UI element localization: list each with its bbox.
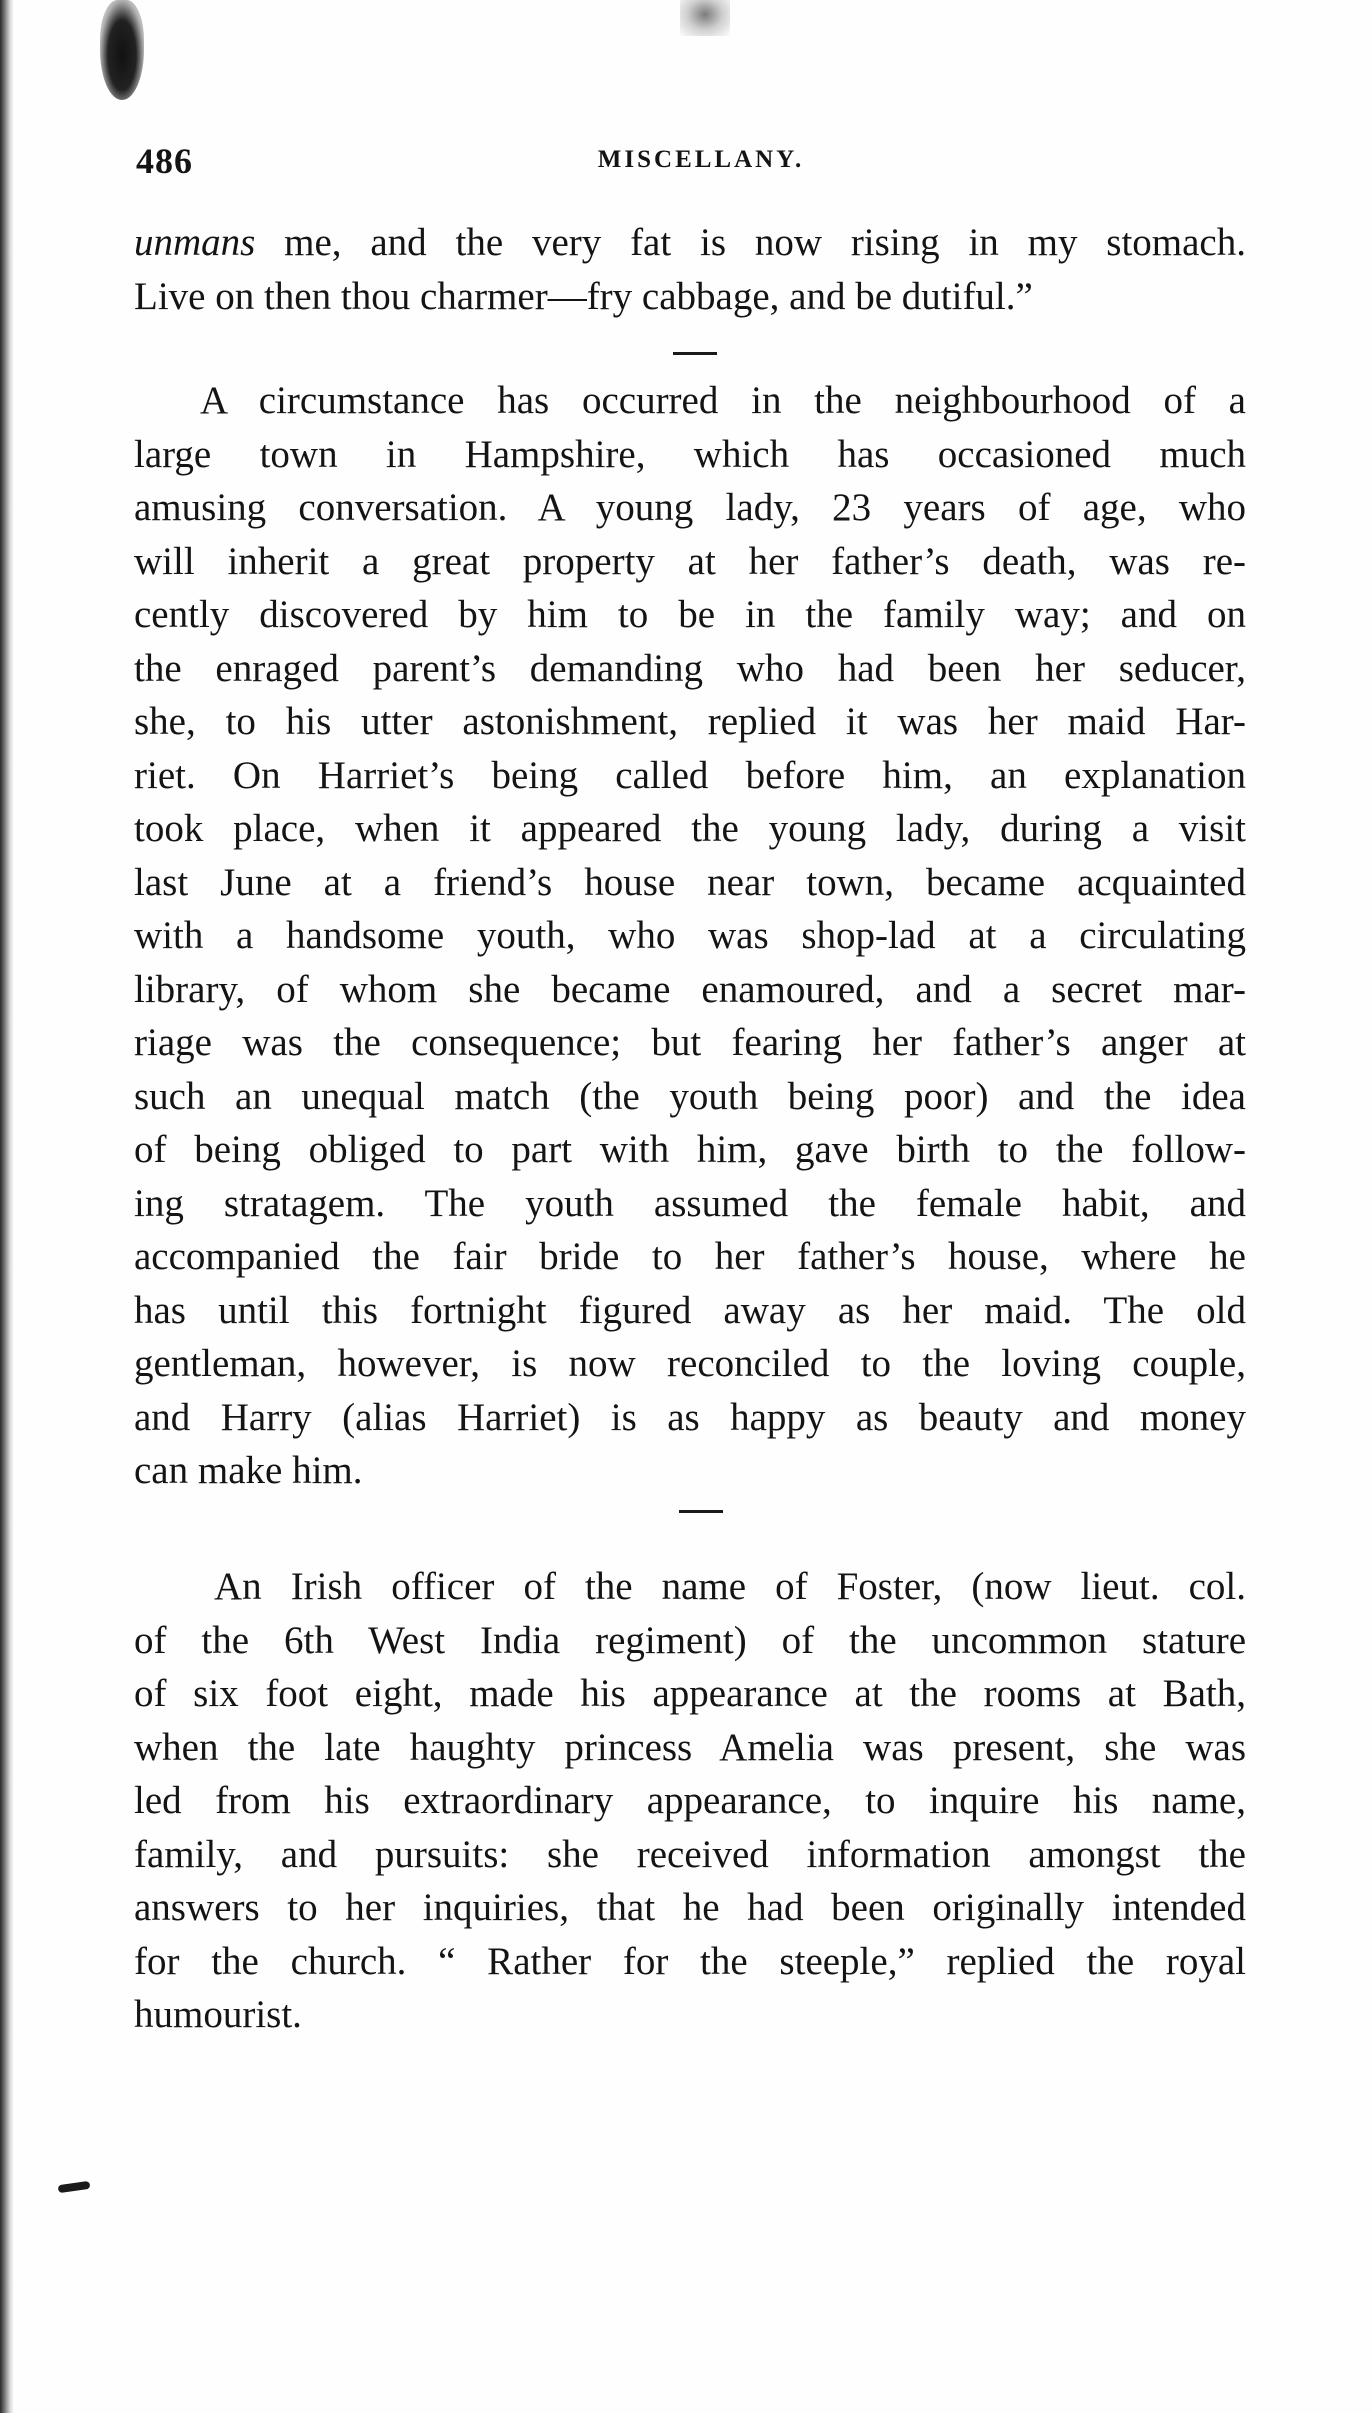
text-line: and Harry (alias Harriet) is as happy as beauty and money <box>134 1395 1246 1439</box>
page-binding-edge <box>0 0 14 2413</box>
text-line: led from his extraordinary appearance, to inquire his name, <box>134 1779 1246 1822</box>
text-line: last June at a friend’s house near town, became acquainted <box>134 860 1246 904</box>
page-number: 486 <box>136 141 193 181</box>
text-line: for the church. “ Rather for the steeple,” replied the royal <box>134 1939 1246 1983</box>
text-line: cently discovered by him to be in the family way; and on <box>134 593 1246 636</box>
text-line: A circumstance has occurred in the neighbourhood of a <box>200 379 1246 422</box>
section-divider <box>673 352 717 355</box>
text-line: can make him. <box>134 1449 363 1492</box>
text-line: such an unequal match (the youth being poor) and the idea <box>134 1074 1246 1118</box>
text-line: of six foot eight, made his appearance at the rooms at Bath, <box>134 1672 1246 1715</box>
text-line: took place, when it appeared the young lady, during a visit <box>134 807 1246 850</box>
section-divider <box>679 1510 723 1513</box>
text-line: family, and pursuits: she received information amongst the <box>134 1832 1246 1876</box>
text-line: with a handsome youth, who was shop-lad at a circulating <box>134 914 1246 957</box>
text-line: riet. On Harriet’s being called before him, an explanation <box>134 753 1246 797</box>
emphasis-word: unmans <box>134 221 256 264</box>
text-line: the enraged parent’s demanding who had been her seducer, <box>134 646 1246 690</box>
text-line: riage was the consequence; but fearing her father’s anger at <box>134 1021 1246 1064</box>
text-line: answers to her inquiries, that he had been originally intended <box>134 1886 1246 1929</box>
text-line: library, of whom she became enamoured, and a secret mar- <box>134 967 1246 1011</box>
text-line: has until this fortnight figured away as her maid. The old <box>134 1288 1246 1332</box>
page-header <box>136 140 1246 180</box>
ink-speck-mark <box>680 0 730 36</box>
paragraph-irish-officer-anecdote <box>134 1560 1246 2042</box>
text-line: accompanied the fair bride to her father’s house, where he <box>134 1235 1246 1278</box>
margin-ink-dash <box>58 2181 91 2193</box>
text-line: Live on then thou charmer—fry cabbage, and be dutiful.” <box>134 274 1033 318</box>
text-line: amusing conversation. A young lady, 23 years of age, who <box>134 486 1246 529</box>
paragraph-hampshire-anecdote <box>134 374 1246 1498</box>
text-line: unmans me, and the very fat is now rising in my stomach. <box>134 221 1246 264</box>
paragraph-continued-quote <box>134 216 1246 323</box>
ink-blot-mark <box>100 0 144 100</box>
text-line: of being obliged to part with him, gave birth to the follow- <box>134 1128 1246 1171</box>
text-line: ing stratagem. The youth assumed the female habit, and <box>134 1181 1246 1225</box>
text-line: will inherit a great property at her father’s death, was re- <box>134 539 1246 583</box>
text-line: when the late haughty princess Amelia was present, she was <box>134 1725 1246 1769</box>
running-title: MISCELLANY. <box>597 146 805 173</box>
text-line: large town in Hampshire, which has occasioned much <box>134 432 1246 476</box>
text-line: humourist. <box>134 1993 302 2036</box>
text-line: An Irish officer of the name of Foster, (now lieut. col. <box>214 1565 1246 1608</box>
text-line: of the 6th West India regiment) of the uncommon stature <box>134 1618 1246 1662</box>
text-line: gentleman, however, is now reconciled to the loving couple, <box>134 1342 1246 1385</box>
text-line: she, to his utter astonishment, replied it was her maid Har- <box>134 700 1246 743</box>
